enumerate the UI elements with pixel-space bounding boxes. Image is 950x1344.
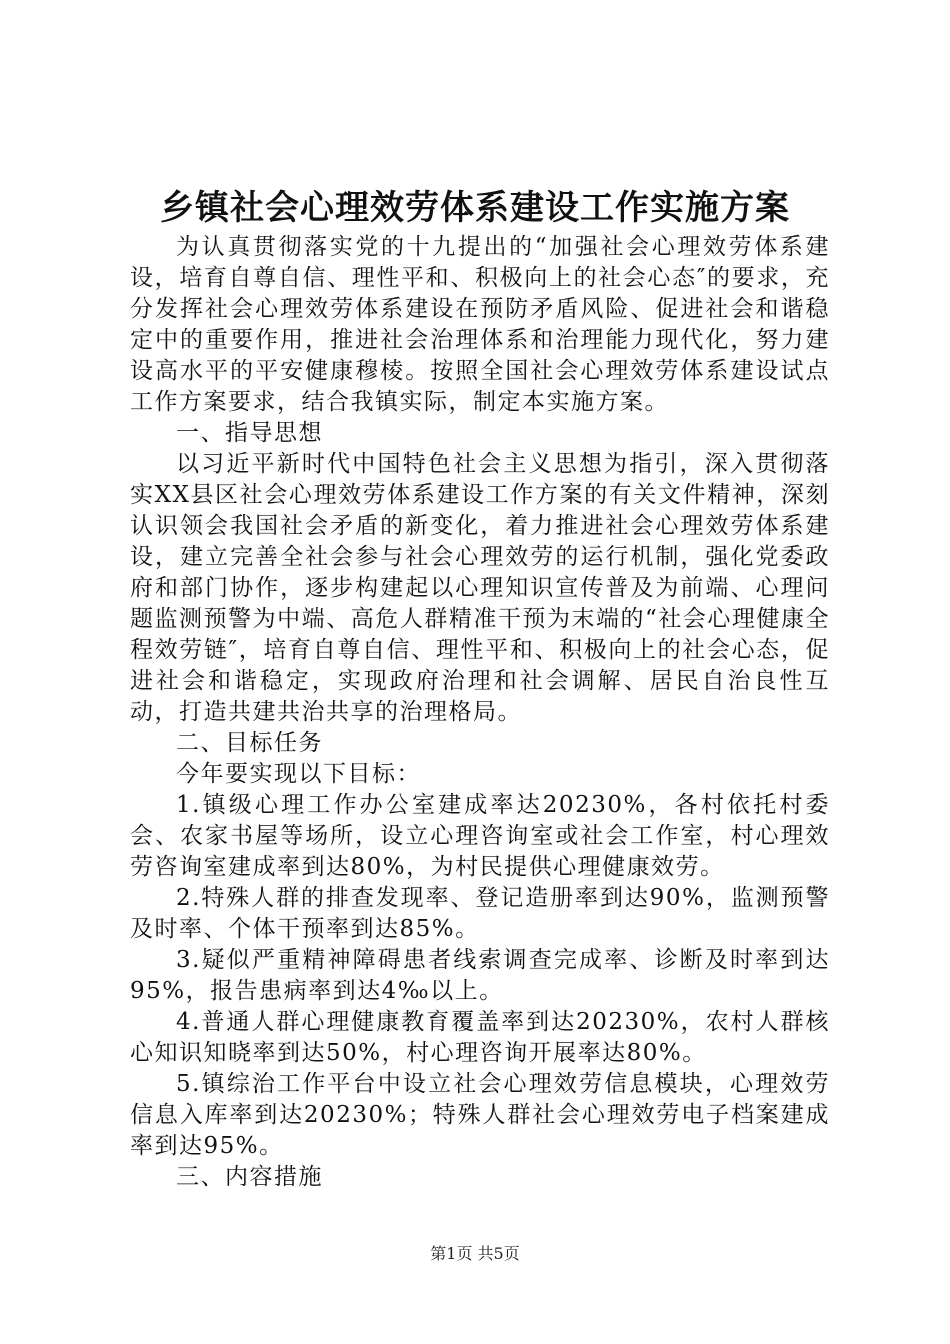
goal-item-1: 1.镇级心理工作办公室建成率达20230%，各村依托村委会、农家书屋等场所，设立心理咨询室或社会工作室，村心理效劳咨询室建成率到达80%，为村民提供心理健康效劳。	[130, 792, 830, 880]
guiding-thought-paragraph: 以习近平新时代中国特色社会主义思想为指引，深入贯彻落实XX县区社会心理效劳体系建设工作方案的有关文件精神，深刻认识领会我国社会矛盾的新变化，着力推进社会心理效劳体系建设，建立完善全社会参与社会心理效劳的运行机制，强化党委政府和部门协作，逐步构建起以心理知识宣传普及为前端、心理问题监测预警为中端、高危人群精准干预为末端的“社会心理健康全程效劳链″，培育自尊自信、理性平和、积极向上的社会心态，促进社会和谐稳定，实现政府治理和社会调解、居民自治良性互动，打造共建共治共享的治理格局。	[130, 451, 830, 725]
section-heading-goals: 二、目标任务	[176, 730, 323, 756]
intro-paragraph: 为认真贯彻落实党的十九提出的“加强社会心理效劳体系建设，培育自尊自信、理性平和、积极向上的社会心态″的要求，充分发挥社会心理效劳体系建设在预防矛盾风险、促进社会和谐稳定中的重要作用，推进社会治理体系和治理能力现代化，努力建设高水平的平安健康穆棱。按照全国社会心理效劳体系建设试点工作方案要求，结合我镇实际，制定本实施方案。	[130, 234, 830, 415]
document-body	[130, 232, 830, 1193]
section-heading-measures: 三、内容措施	[176, 1164, 323, 1190]
goals-intro: 今年要实现以下目标：	[176, 761, 421, 787]
goal-item-5: 5.镇综治工作平台中设立社会心理效劳信息模块，心理效劳信息入库率到达20230%；特殊人群社会心理效劳电子档案建成率到达95%。	[130, 1071, 830, 1159]
page-number-footer: 第1页 共5页	[430, 1244, 520, 1263]
section-heading-guiding-thought: 一、指导思想	[176, 420, 323, 446]
goal-item-2: 2.特殊人群的排查发现率、登记造册率到达90%，监测预警及时率、个体干预率到达85%。	[130, 885, 830, 942]
document-title: 乡镇社会心理效劳体系建设工作实施方案	[160, 188, 790, 228]
goal-item-3: 3.疑似严重精神障碍患者线索调查完成率、诊断及时率到达95%，报告患病率到达4‰以上。	[130, 947, 830, 1004]
goal-item-4: 4.普通人群心理健康教育覆盖率到达20230%，农村人群核心知识知晓率到达50%，村心理咨询开展率达80%。	[130, 1009, 830, 1066]
